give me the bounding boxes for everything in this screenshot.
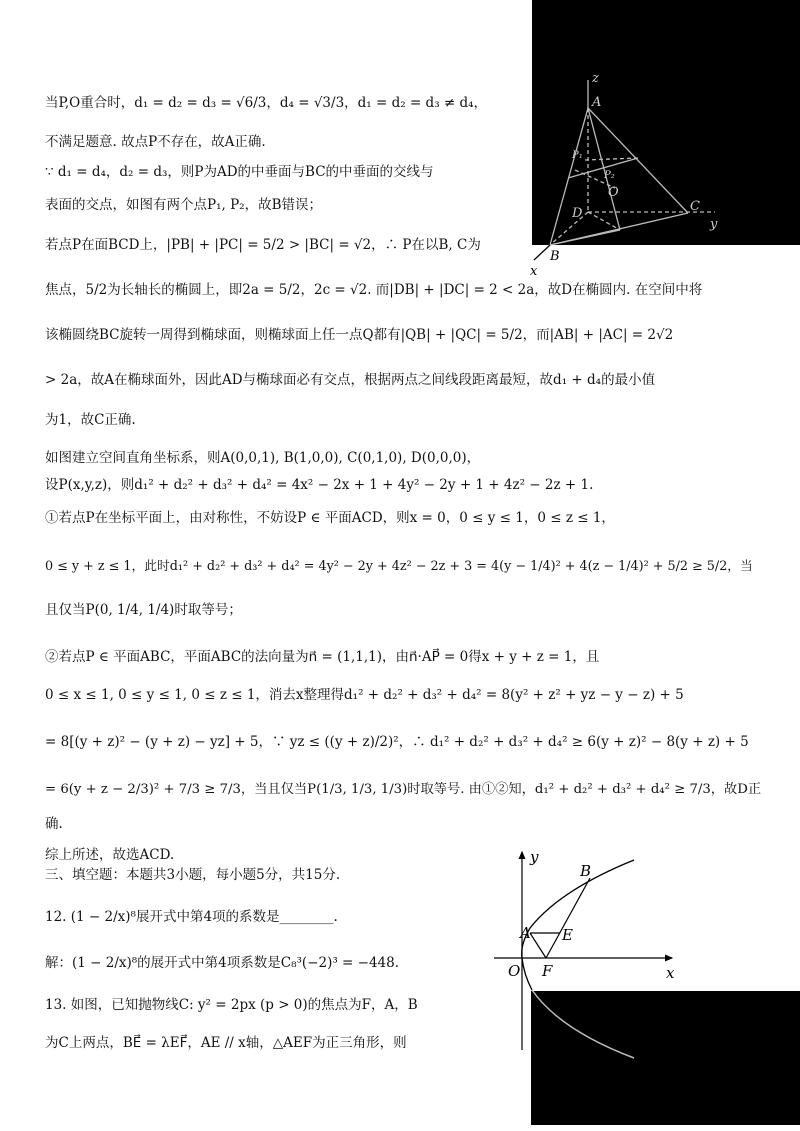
question-13-line-2: 为C上两点，BE⃗ = λEF⃗，AE // x轴，△AEF为正三角形，则 (45, 1035, 407, 1051)
solution-line-9: 为1，故C正确. (45, 412, 136, 428)
label-z: z (592, 71, 599, 86)
label-x: x (530, 264, 538, 279)
solution-line-4: 表面的交点，如图有两个点P₁, P₂，故B错误； (45, 197, 322, 213)
label-y: y (530, 848, 539, 866)
solution-line-5: 若点P在面BCD上，|PB| + |PC| = 5/2 > |BC| = √2，∴ P在以B, C为 (45, 237, 481, 253)
solution-line-19: 确. (45, 816, 63, 832)
answer-12: 解：(1 − 2/x)⁸的展开式中第4项系数是C₈³(−2)³ = −448. (45, 955, 400, 971)
label-a: A (592, 95, 602, 110)
label-d: D (572, 206, 583, 221)
label-x: x (666, 964, 675, 982)
label-y: y (710, 217, 718, 232)
parabola-figure (480, 840, 800, 1131)
solution-line-2: 不满足题意. 故点P不存在，故A正确. (45, 134, 266, 150)
tetrahedron-figure (520, 60, 800, 290)
solution-line-14: 且仅当P(0, 1/4, 1/4)时取等号； (45, 602, 242, 618)
solution-line-8: > 2a，故A在椭球面外，因此AD与椭球面必有交点，根据两点之间线段距离最短，故d₁ + d₄的最小值 (45, 372, 656, 388)
label-o: O (608, 185, 619, 200)
solution-line-7: 该椭圆绕BC旋转一周得到椭球面，则椭球面上任一点Q都有|QB| + |QC| = 5/2，而|AB| + |AC| = 2√2 (45, 327, 674, 343)
label-a: A (520, 924, 531, 942)
question-12: 12. (1 − 2/x)⁸展开式中第4项的系数是________. (45, 909, 338, 925)
label-p2: P₂ (604, 170, 615, 181)
solution-line-1: 当P,O重合时，d₁ = d₂ = d₃ = √6/3，d₄ = √3/3，d₁ = d₂ = d₃ ≠ d₄， (45, 95, 488, 111)
label-b: B (550, 249, 560, 264)
solution-line-11: 设P(x,y,z)，则d₁² + d₂² + d₃² + d₄² = 4x² − 2x + 1 + 4y² − 2y + 1 + 4z² − 2z + 1. (45, 477, 594, 493)
solution-line-10: 如图建立空间直角坐标系，则A(0,0,1), B(1,0,0), C(0,1,0), D(0,0,0)， (45, 450, 481, 466)
label-b: B (580, 862, 592, 880)
solution-line-17: = 8[(y + z)² − (y + z) − yz] + 5，∵ yz ≤ ((y + z)/2)²，∴ d₁² + d₂² + d₃² + d₄² ≥ 6(y + z)² − 8(y + z) + 5 (45, 734, 749, 750)
label-f: F (542, 962, 553, 980)
solution-line-15: ②若点P ∈ 平面ABC，平面ABC的法向量为n⃗ = (1,1,1)，由n⃗·AP⃗ = 0得x + y + z = 1，且 (45, 649, 600, 665)
section-heading: 三、填空题：本题共3小题，每小题5分，共15分. (45, 867, 341, 883)
conclusion-line: 综上所述，故选ACD. (45, 847, 175, 863)
solution-line-18: = 6(y + z − 2/3)² + 7/3 ≥ 7/3，当且仅当P(1/3, 1/3, 1/3)时取等号. 由①②知，d₁² + d₂² + d₃² + d₄² ≥ 7/3，故D正 (45, 782, 762, 797)
solution-line-13: 0 ≤ y + z ≤ 1，此时d₁² + d₂² + d₃² + d₄² = 4y² − 2y + 4z² − 2z + 3 = 4(y − 1/4)² + 4(z − 1/4)² + 5/2 ≥ 5/2，当 (45, 559, 753, 574)
label-e: E (562, 926, 573, 944)
solution-line-12: ①若点P在坐标平面上，由对称性，不妨设P ∈ 平面ACD，则x = 0，0 ≤ y ≤ 1，0 ≤ z ≤ 1， (45, 510, 615, 526)
solution-line-6: 焦点，5/2为长轴长的椭圆上，即2a = 5/2，2c = √2. 而|DB| + |DC| = 2 < 2a，故D在椭圆内. 在空间中将 (45, 282, 703, 298)
solution-line-3: ∵ d₁ = d₄，d₂ = d₃，则P为AD的中垂面与BC的中垂面的交线与 (45, 164, 434, 180)
solution-line-16: 0 ≤ x ≤ 1, 0 ≤ y ≤ 1, 0 ≤ z ≤ 1，消去x整理得d₁² + d₂² + d₃² + d₄² = 8(y² + z² + yz − y − z) + 5 (45, 687, 684, 703)
label-c: C (690, 199, 700, 214)
label-p1: P₁ (572, 150, 583, 161)
label-o: O (508, 962, 521, 980)
question-13-line-1: 13. 如图，已知抛物线C: y² = 2px (p > 0)的焦点为F，A，B (45, 997, 418, 1013)
